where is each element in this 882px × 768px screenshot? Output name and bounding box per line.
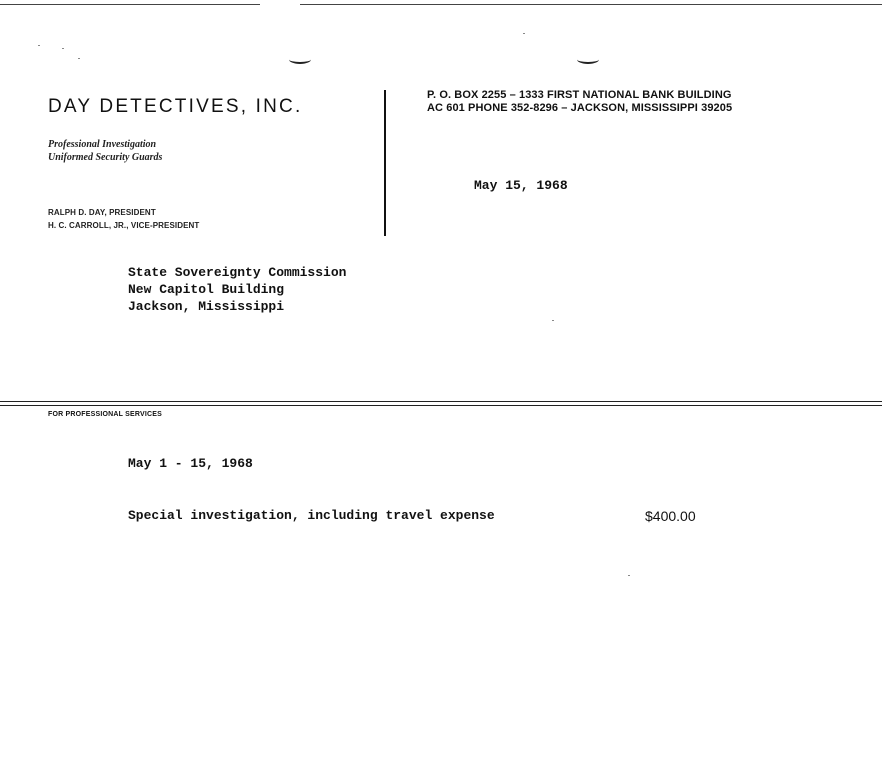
section-rule [0,401,882,402]
paper-speck [552,320,554,321]
paper-speck [78,58,80,59]
paper-speck [62,48,64,49]
letterhead-divider [384,90,386,236]
binding-mark [289,55,311,64]
top-edge-line [300,4,882,5]
top-edge-line [0,4,260,5]
company-name: DAY DETECTIVES, INC. [48,96,303,117]
binding-mark [577,55,599,64]
line-item-amount: $400.00 [645,508,696,524]
paper-speck [523,33,525,34]
billing-period: May 1 - 15, 1968 [128,456,253,471]
paper-speck [628,575,630,576]
letter-date: May 15, 1968 [474,178,568,193]
section-rule [0,405,882,406]
address-phone: AC 601 PHONE 352-8296 – JACKSON, MISSISSIPPI 39205 [427,102,733,114]
line-item-description: Special investigation, including travel expense [128,508,495,523]
address-po-box: P. O. BOX 2255 – 1333 FIRST NATIONAL BANK BUILDING [427,89,732,101]
paper-speck [38,45,40,46]
tagline-investigation: Professional Investigation [48,139,157,150]
recipient-line: New Capitol Building [128,282,285,297]
recipient-line: Jackson, Mississippi [128,299,285,314]
officer-president: RALPH D. DAY, PRESIDENT [48,208,156,217]
recipient-line: State Sovereignty Commission [128,265,347,280]
section-label: FOR PROFESSIONAL SERVICES [48,411,163,418]
officer-vice-president: H. C. CARROLL, JR., VICE-PRESIDENT [48,221,200,230]
tagline-security: Uniformed Security Guards [48,152,163,163]
